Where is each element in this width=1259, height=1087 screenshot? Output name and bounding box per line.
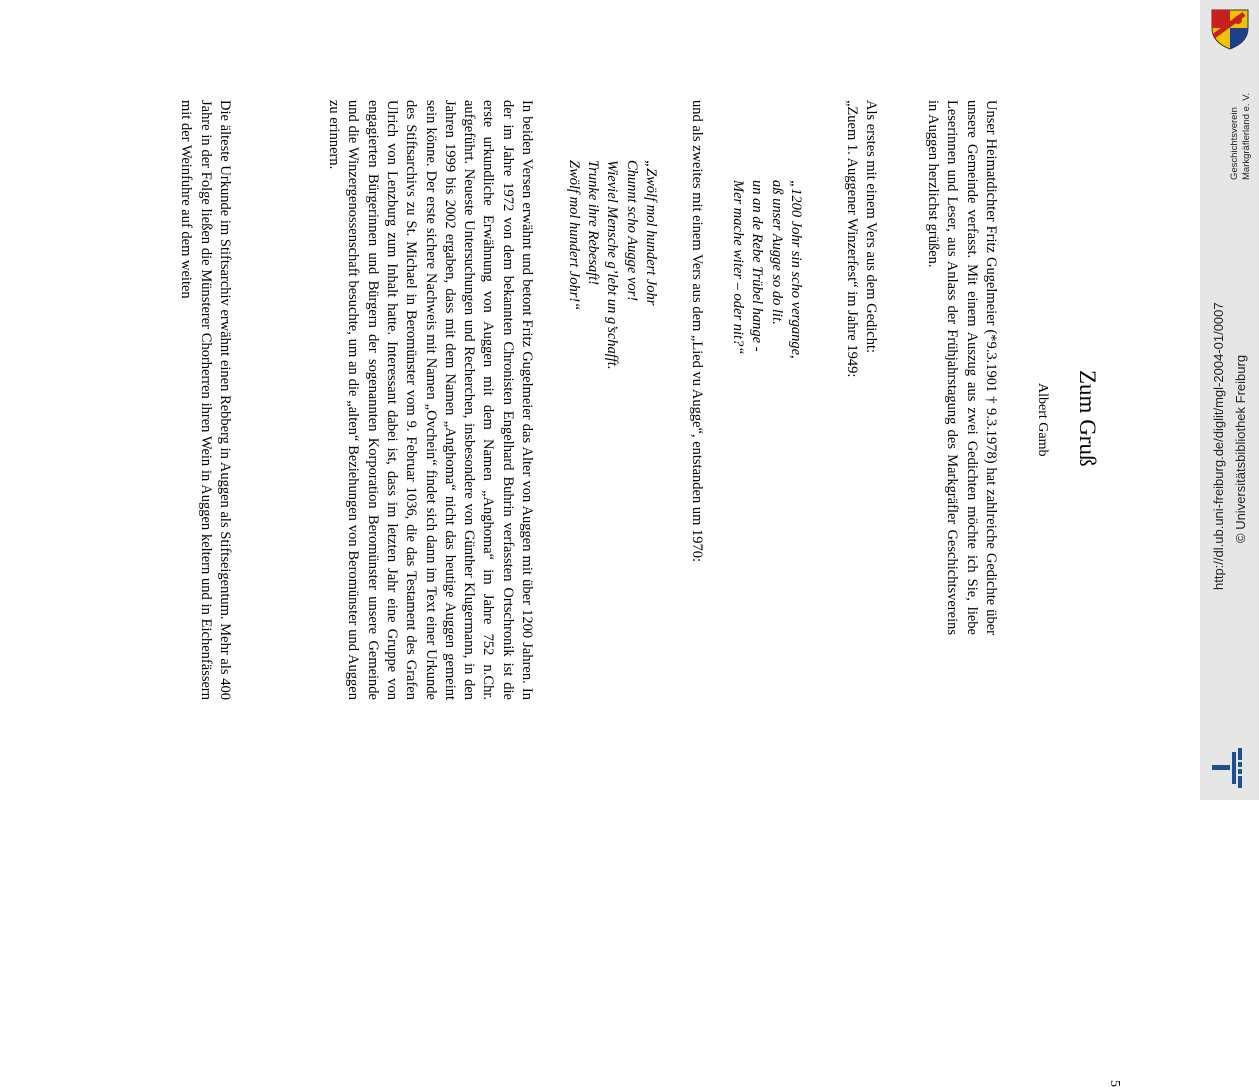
page-title: Zum Gruß — [1075, 370, 1100, 467]
poem-line: Wieviel Mensche g’lebt un g’schafft. — [604, 160, 621, 370]
poem-line: Zwölf mol hundert Johr!“ — [565, 160, 582, 311]
poem-line: Chunnt scho Augge vor! — [623, 160, 640, 302]
second-verse-intro: und als zweites mit einem Vers aus dem „Lied vu Augge“, entstanden um 1970: — [689, 100, 705, 563]
paragraph-archive-text: Die älteste Urkunde im Stiftsarchiv erwähnt einen Rebberg in Auggen als Stiftseigentum. Mehr als 400 Jahre in der Folge ließen die Münsterer Chorherren ihren Wein in Auggen keltern und in Eichenfässern mit der Weinfuhre auf dem weiten — [178, 100, 233, 700]
first-verse-line2: „Zuem 1. Auggener Winzerfest“ im Jahre 1949: — [843, 100, 860, 378]
paragraph-history-text: In beiden Versen erwähnt und betont Fritz Gugelmeier das Alter von Auggen mit über 1200 Jahren. In der im Jahre 1972 von dem bekannten Chronisten Engelhard Buhrin verfassten Ortschronik ist die erste urkundliche Erwähnung von Auggen mit dem Namen „Anghoma“ im Jahre 752 n.Chr. aufgeführt. Neueste Untersuchungen und Recherchen, insbesondere von Günther Klugermann, in den Jahren 1999 bis 2002 ergaben, dass mit dem Namen „Anghoma“ nicht das heutige Auggen gemeint sein könne. Der erste sichere Nachweis mit Namen „Ovchein“ findet sich dann im Text einer Urkunde des Stiftsarchivs zu St. Michael in Beromünster vom 9. Februar 1036, die das Testament des Grafen Ulrich von Lenzburg zum Inhalt hatte. Interessant dabei ist, dass im letzten Jahr eine Gruppe von engagierten Bürgerinnen und Bürgern der sogenannten Korporation Beromünster unsere Gemeinde und die Winzergenossenschaft besuchte, um an die „alten“ Beziehungen von Beromünster und Auggen zu erinnern. — [326, 100, 535, 700]
paragraph-intro — [923, 100, 1000, 635]
paragraph-archive — [176, 100, 234, 700]
poem-line: „Zwölf mol hundert Johr — [643, 160, 659, 306]
library-logo-icon — [1212, 748, 1246, 788]
paragraph-second-verse — [687, 100, 706, 635]
source-url[interactable]: http://dl.ub.uni-freiburg.de/diglit/mgl-2004-01/0007 — [1211, 302, 1226, 590]
poem-line: aß unser Augge so do lit. — [768, 180, 785, 325]
poem-line: un an de Rebe Trübel hange - — [749, 180, 766, 352]
poem-line: Trunke ihre Rebesaft! — [585, 160, 602, 286]
paragraph-first-verse — [841, 100, 880, 635]
poem-line: Mer mache witer – oder nit?“ — [730, 180, 747, 355]
author-name: Albert Gamb — [1035, 383, 1050, 457]
copyright-text: © Universitätsbibliothek Freiburg — [1233, 354, 1248, 543]
page-number: 5 — [1107, 1080, 1122, 1087]
poem-winzerfest — [728, 180, 805, 580]
crest-logo-icon — [1208, 6, 1252, 50]
org-name-line2: Markgräflerland e. V. — [1241, 92, 1252, 180]
paragraph-intro-text: Unser Heimatdichter Fritz Gugelmeier (*9.3.1901 † 9.3.1978) hat zahlreiche Gedichte über unsere Gemeinde verfasst. Mit einem Auszug aus zwei Gedichten möchte ich Sie, liebe Leserinnen und Leser, aus Anlass der Frühjahrstagung des Markgräfler Geschichtsvereins in Auggen herzlichst grüßen. — [925, 100, 999, 635]
first-verse-line1: Als erstes mit einem Vers aus dem Gedicht: — [863, 100, 879, 354]
poem-lied-vu-augge — [564, 160, 660, 560]
poem-line: „1200 Johr sin scho vergange, — [788, 180, 804, 359]
paragraph-history — [324, 100, 536, 700]
org-name-line1: Geschichtsverein — [1229, 107, 1240, 180]
